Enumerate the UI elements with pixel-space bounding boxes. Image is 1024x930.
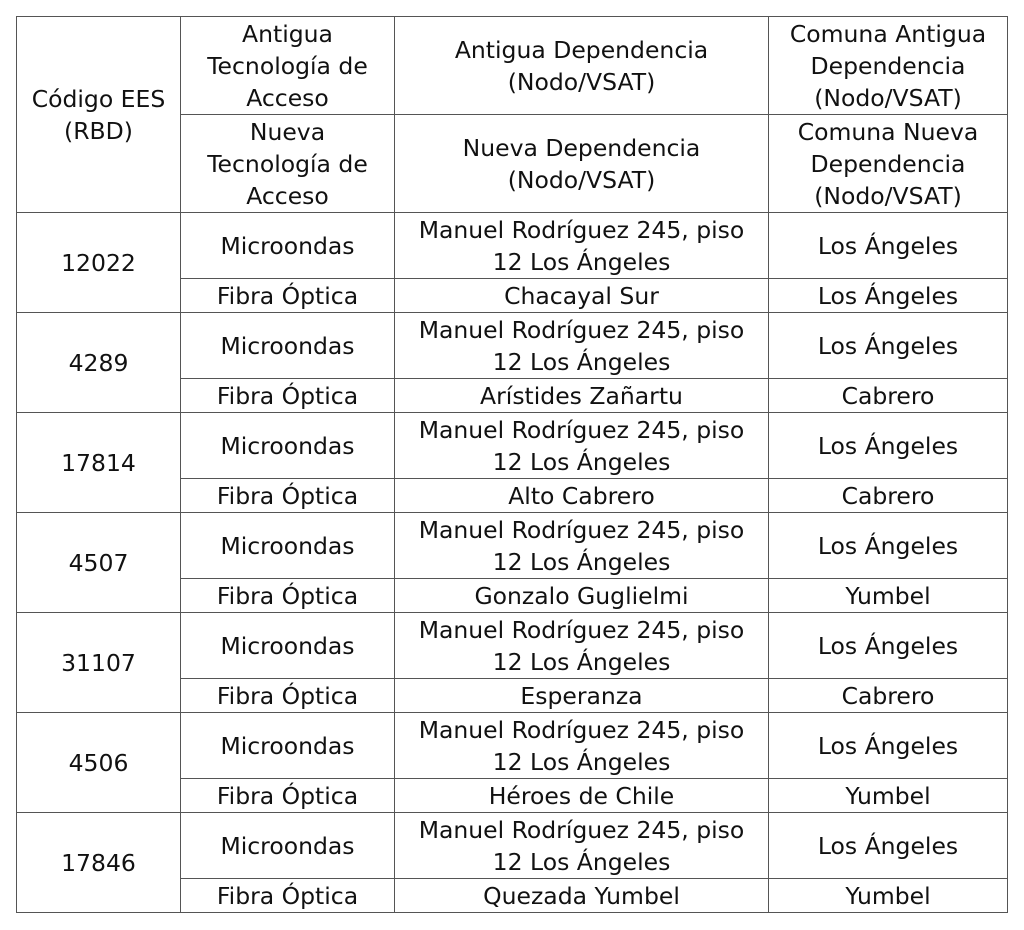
new-commune: Cabrero [769, 479, 1008, 513]
new-access-tech: Fibra Óptica [181, 779, 395, 813]
new-access-tech: Fibra Óptica [181, 479, 395, 513]
table-row [17, 613, 1008, 679]
old-dependency: Manuel Rodríguez 245, piso 12 Los Ángeles [395, 813, 769, 879]
new-dependency: Chacayal Sur [395, 279, 769, 313]
old-dependency: Manuel Rodríguez 245, piso 12 Los Ángeles [395, 213, 769, 279]
old-dependency: Manuel Rodríguez 245, piso 12 Los Ángeles [395, 513, 769, 579]
header-row-old [17, 17, 1008, 115]
old-access-tech: Microondas [181, 713, 395, 779]
old-access-tech: Microondas [181, 613, 395, 679]
old-commune: Los Ángeles [769, 813, 1008, 879]
header-new-commune: Comuna Nueva Dependencia (Nodo/VSAT) [769, 115, 1008, 213]
old-commune: Los Ángeles [769, 713, 1008, 779]
old-commune: Los Ángeles [769, 413, 1008, 479]
new-commune: Yumbel [769, 579, 1008, 613]
table-row [17, 813, 1008, 879]
new-access-tech: Fibra Óptica [181, 379, 395, 413]
old-commune: Los Ángeles [769, 513, 1008, 579]
old-access-tech: Microondas [181, 313, 395, 379]
new-dependency: Gonzalo Guglielmi [395, 579, 769, 613]
old-dependency: Manuel Rodríguez 245, piso 12 Los Ángeles [395, 413, 769, 479]
table-row [17, 513, 1008, 579]
new-access-tech: Fibra Óptica [181, 679, 395, 713]
new-dependency: Héroes de Chile [395, 779, 769, 813]
old-dependency: Manuel Rodríguez 245, piso 12 Los Ángeles [395, 313, 769, 379]
new-commune: Cabrero [769, 379, 1008, 413]
new-commune: Cabrero [769, 679, 1008, 713]
record-code: 12022 [17, 213, 181, 313]
old-access-tech: Microondas [181, 813, 395, 879]
header-old-dependency: Antigua Dependencia (Nodo/VSAT) [395, 17, 769, 115]
record-code: 4506 [17, 713, 181, 813]
new-access-tech: Fibra Óptica [181, 879, 395, 913]
old-access-tech: Microondas [181, 413, 395, 479]
table-row [17, 413, 1008, 479]
new-access-tech: Fibra Óptica [181, 279, 395, 313]
table-row [17, 213, 1008, 279]
old-commune: Los Ángeles [769, 613, 1008, 679]
new-dependency: Quezada Yumbel [395, 879, 769, 913]
record-code: 4507 [17, 513, 181, 613]
record-code: 31107 [17, 613, 181, 713]
old-access-tech: Microondas [181, 213, 395, 279]
record-code: 4289 [17, 313, 181, 413]
new-commune: Los Ángeles [769, 279, 1008, 313]
new-access-tech: Fibra Óptica [181, 579, 395, 613]
table-body [17, 17, 1008, 913]
header-new-tech: Nueva Tecnología de Acceso [181, 115, 395, 213]
new-dependency: Arístides Zañartu [395, 379, 769, 413]
header-old-tech: Antigua Tecnología de Acceso [181, 17, 395, 115]
table-row [17, 713, 1008, 779]
new-dependency: Alto Cabrero [395, 479, 769, 513]
header-old-commune: Comuna Antigua Dependencia (Nodo/VSAT) [769, 17, 1008, 115]
header-code: Código EES (RBD) [17, 17, 181, 213]
migration-table [16, 16, 1008, 913]
record-code: 17814 [17, 413, 181, 513]
new-dependency: Esperanza [395, 679, 769, 713]
record-code: 17846 [17, 813, 181, 913]
old-dependency: Manuel Rodríguez 245, piso 12 Los Ángeles [395, 613, 769, 679]
old-commune: Los Ángeles [769, 313, 1008, 379]
table-row [17, 313, 1008, 379]
old-access-tech: Microondas [181, 513, 395, 579]
new-commune: Yumbel [769, 779, 1008, 813]
new-commune: Yumbel [769, 879, 1008, 913]
header-new-dependency: Nueva Dependencia (Nodo/VSAT) [395, 115, 769, 213]
old-dependency: Manuel Rodríguez 245, piso 12 Los Ángeles [395, 713, 769, 779]
old-commune: Los Ángeles [769, 213, 1008, 279]
